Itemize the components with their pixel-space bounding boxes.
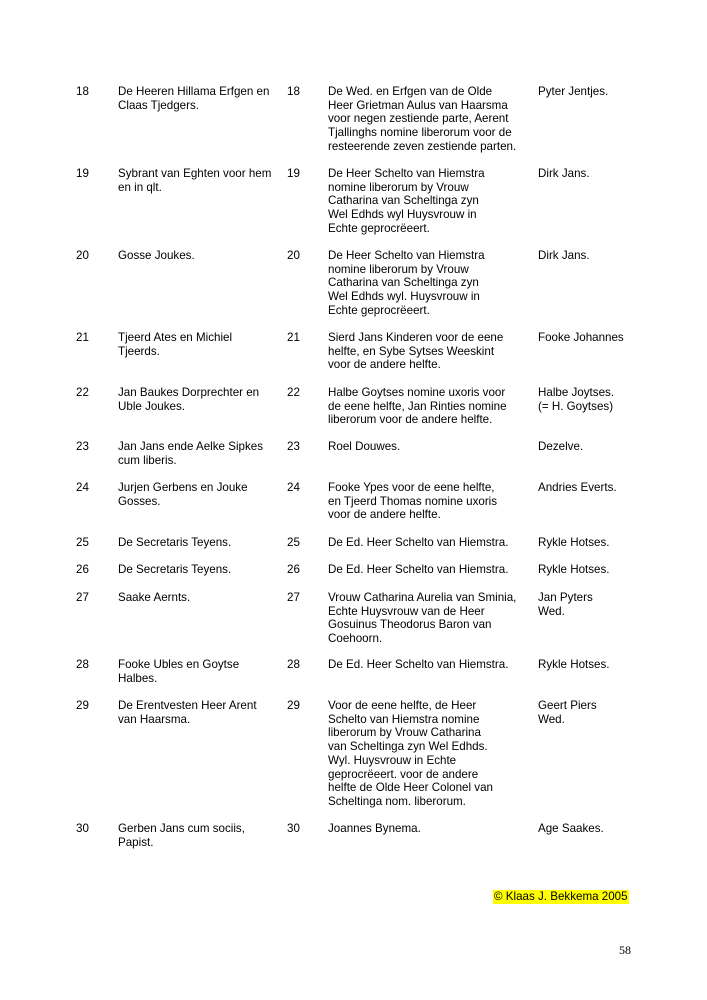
row-number-second: 18: [287, 85, 300, 98]
user-name: Rykle Hotses.: [538, 563, 610, 576]
heir-description: Vrouw Catharina Aurelia van Sminia, Echte Huysvrouw van de Heer Gosuinus Theodorus Baron van Coehoorn.: [328, 591, 517, 646]
user-name: Fooke Johannes: [538, 331, 624, 344]
row-number-second: 22: [287, 386, 300, 399]
owner-name: Gosse Joukes.: [118, 249, 195, 262]
user-name: Rykle Hotses.: [538, 658, 610, 671]
heir-description: De Wed. en Erfgen van de Olde Heer Grietman Aulus van Haarsma voor negen zestiende parte, Aerent Tjallinghs nomine liberorum voor de resteerende zeven zestiende parten.: [328, 85, 517, 153]
heir-description: Fooke Ypes voor de eene helfte, en Tjeerd Thomas nomine uxoris voor de andere helfte.: [328, 481, 498, 522]
owner-name: Saake Aernts.: [118, 591, 191, 604]
heir-description: Roel Douwes.: [328, 440, 401, 453]
owner-name: De Heeren Hillama Erfgen en Claas Tjedgers.: [118, 85, 270, 112]
row-number: 29: [76, 699, 89, 712]
row-number-second: 27: [287, 591, 300, 604]
owner-name: Jan Jans ende Aelke Sipkes cum liberis.: [118, 440, 264, 467]
user-name: Pyter Jentjes.: [538, 85, 609, 98]
row-number-second: 29: [287, 699, 300, 712]
heir-description: De Heer Schelto van Hiemstra nomine liberorum by Vrouw Catharina van Scheltinga zyn Wel Edhds wyl. Huysvrouw in Echte geprocrëeert.: [328, 249, 485, 317]
heir-description: Sierd Jans Kinderen voor de eene helfte, en Sybe Sytses Weeskint voor de andere helfte.: [328, 331, 504, 372]
user-name: Geert Piers Wed.: [538, 699, 597, 726]
copyright-notice: © Klaas J. Bekkema 2005: [494, 890, 628, 903]
row-number: 20: [76, 249, 89, 262]
user-name: Dezelve.: [538, 440, 584, 453]
page-number: 58: [619, 943, 631, 957]
row-number: 18: [76, 85, 89, 98]
user-name: Andries Everts.: [538, 481, 617, 494]
row-number: 24: [76, 481, 89, 494]
user-name: Age Saakes.: [538, 822, 604, 835]
row-number-second: 28: [287, 658, 300, 671]
row-number: 27: [76, 591, 89, 604]
heir-description: De Heer Schelto van Hiemstra nomine liberorum by Vrouw Catharina van Scheltinga zyn Wel Edhds wyl Huysvrouw in Echte geprocrëeert.: [328, 167, 485, 235]
owner-name: Jan Baukes Dorprechter en Uble Joukes.: [118, 386, 260, 413]
heir-description: Voor de eene helfte, de Heer Schelto van Hiemstra nomine liberorum by Vrouw Catharina van Scheltinga zyn Wel Edhds. Wyl. Huysvrouw in Echte geprocrëeert. voor de andere helfte de Olde Heer Colonel van Scheltinga nom. liberorum.: [328, 699, 493, 808]
owner-name: De Secretaris Teyens.: [118, 536, 232, 549]
owner-name: Jurjen Gerbens en Jouke Gosses.: [118, 481, 248, 508]
owner-name: Sybrant van Eghten voor hem en in qlt.: [118, 167, 272, 194]
row-number: 26: [76, 563, 89, 576]
row-number-second: 24: [287, 481, 300, 494]
row-number: 25: [76, 536, 89, 549]
owner-name: Gerben Jans cum sociis, Papist.: [118, 822, 245, 849]
owner-name: Fooke Ubles en Goytse Halbes.: [118, 658, 240, 685]
row-number-second: 21: [287, 331, 300, 344]
row-number: 22: [76, 386, 89, 399]
row-number: 30: [76, 822, 89, 835]
user-name: Halbe Joytses. (= H. Goytses): [538, 386, 615, 413]
row-number: 19: [76, 167, 89, 180]
row-number-second: 26: [287, 563, 300, 576]
row-number-second: 25: [287, 536, 300, 549]
row-number-second: 19: [287, 167, 300, 180]
heir-description: De Ed. Heer Schelto van Hiemstra.: [328, 536, 509, 549]
owner-name: Tjeerd Ates en Michiel Tjeerds.: [118, 331, 233, 358]
row-number-second: 23: [287, 440, 300, 453]
row-number-second: 20: [287, 249, 300, 262]
user-name: Jan Pyters Wed.: [538, 591, 593, 618]
row-number-second: 30: [287, 822, 300, 835]
row-number: 21: [76, 331, 89, 344]
heir-description: Joannes Bynema.: [328, 822, 421, 835]
heir-description: Halbe Goytses nomine uxoris voor de eene helfte, Jan Rinties nomine liberorum voor de andere helfte.: [328, 386, 507, 427]
user-name: Rykle Hotses.: [538, 536, 610, 549]
heir-description: De Ed. Heer Schelto van Hiemstra.: [328, 563, 509, 576]
user-name: Dirk Jans.: [538, 167, 590, 180]
user-name: Dirk Jans.: [538, 249, 590, 262]
heir-description: De Ed. Heer Schelto van Hiemstra.: [328, 658, 509, 671]
owner-name: De Secretaris Teyens.: [118, 563, 232, 576]
row-number: 28: [76, 658, 89, 671]
owner-name: De Erentvesten Heer Arent van Haarsma.: [118, 699, 257, 726]
row-number: 23: [76, 440, 89, 453]
